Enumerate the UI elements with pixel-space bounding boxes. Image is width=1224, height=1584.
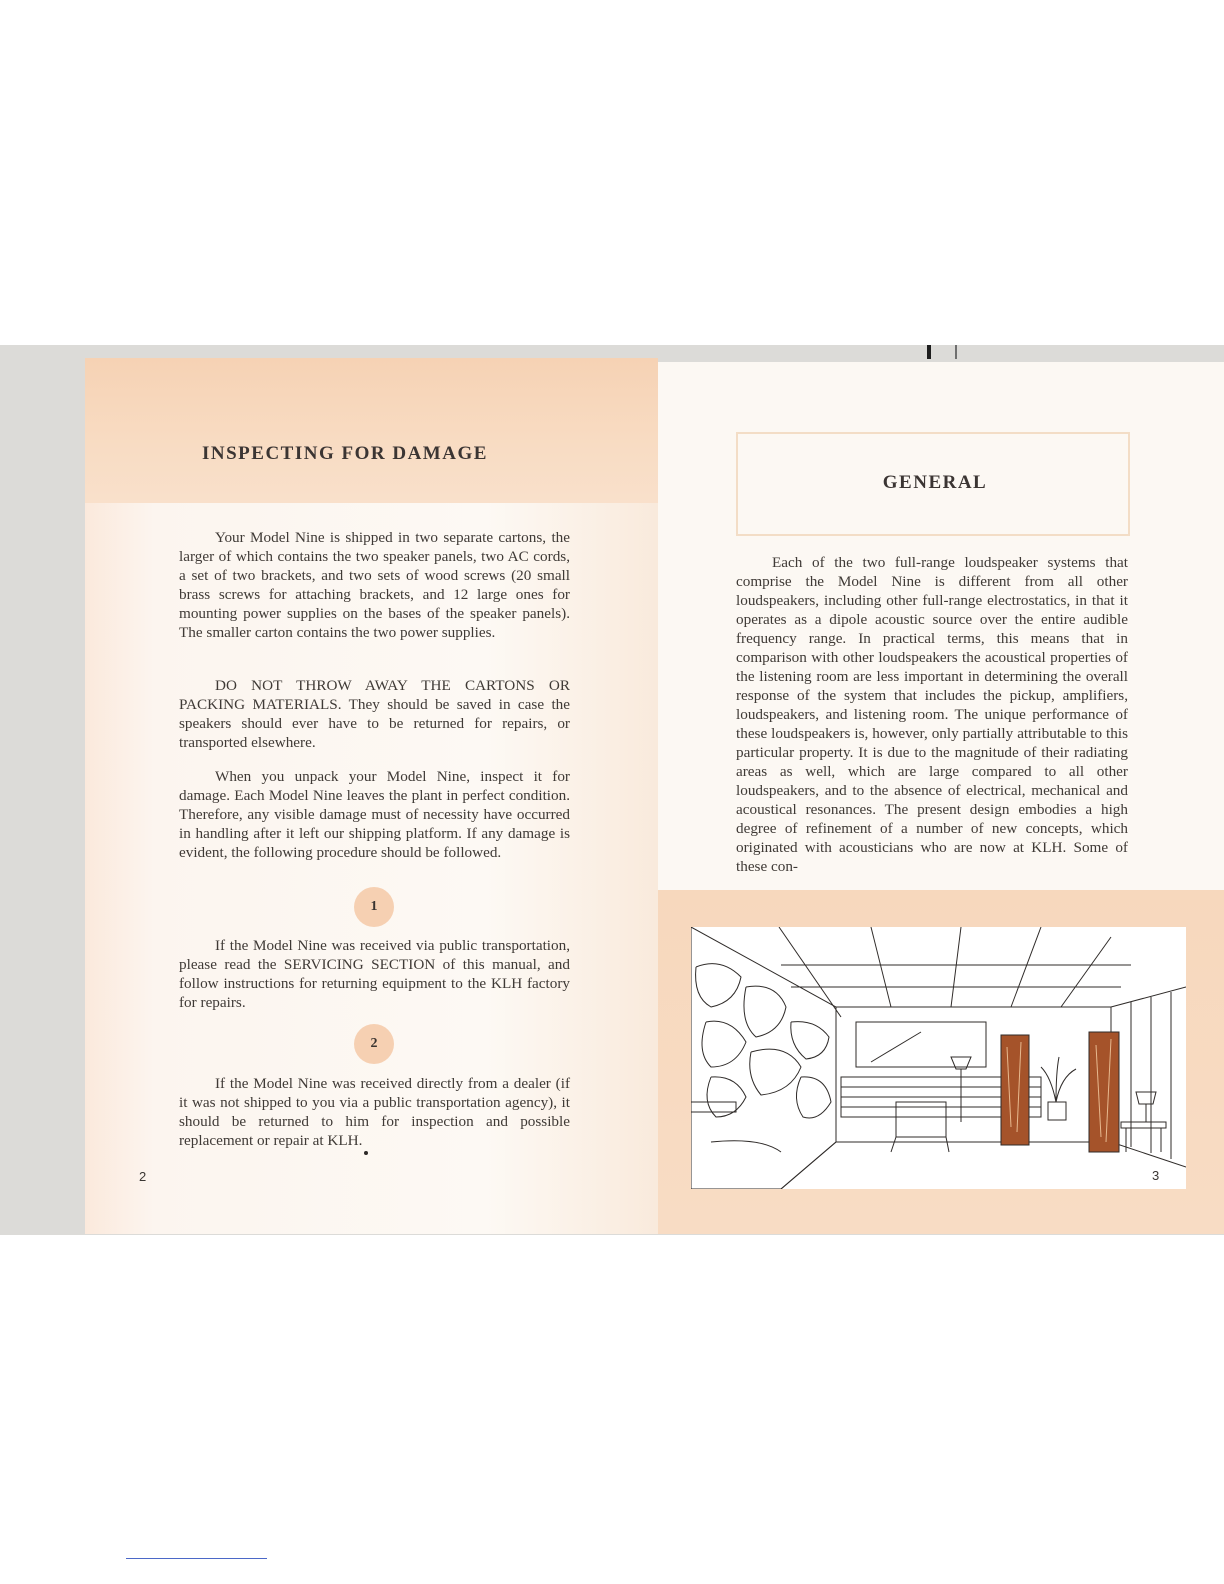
step-text: If the Model Nine was received directly from a dealer (if it was not shipped to you via a public transportation agency), it should be returned to him for inspection and possible replacement or repair at KLH. [179, 1075, 570, 1149]
room-drawing [691, 927, 1186, 1189]
gutter-mark [927, 345, 931, 359]
right-page [658, 362, 1224, 1234]
step-number-badge: 2 [354, 1024, 394, 1064]
room-illustration [691, 927, 1186, 1189]
page-number: 2 [139, 1169, 147, 1184]
general-paragraph: Each of the two full-range loudspeaker systems that comprise the Model Nine is different from all other loudspeakers, including other full-range electrostatics, in that it operates as a dipole acoustic source over the entire audible frequency range. In practical terms, this means that in comparison with other loudspeakers the acoustical properties of the listening room are less important in determining the overall response of the system that includes the pickup, amplifiers, loudspeakers, and listening room. The unique performance of these loudspeakers is, however, only partially attributable to this particular property. It is due to the magnitude of their radiating areas as well, which are large compared to all other loudspeakers, and to the absence of electrical, mechanical and acoustical resonances. The present design embodies a high degree of refinement of a number of new concepts, which originated with acousticians who are now at KLH. Some of these con- [736, 554, 1128, 875]
bullet-dot [364, 1151, 368, 1155]
step-number-badge: 1 [354, 887, 394, 927]
page-number: 3 [1152, 1168, 1160, 1183]
step-text: If the Model Nine was received via public transportation, please read the SERVICING SECTION of this manual, and follow instructions for returning equipment to the KLH factory for repairs. [179, 937, 570, 1011]
page-title: INSPECTING FOR DAMAGE [202, 443, 488, 464]
inspection-paragraph: When you unpack your Model Nine, inspect it for damage. Each Model Nine leaves the plant in perfect condition. Therefore, any visible damage must of necessity have occurred in handling after it left our shipping platform. If any damage is evident, the following procedure should be followed. [179, 768, 570, 861]
gutter-mark [955, 345, 957, 359]
left-page [85, 358, 658, 1234]
left-header-band [85, 358, 658, 503]
illustration-panel [658, 890, 1224, 1234]
title-box [736, 432, 1130, 536]
warning-paragraph: DO NOT THROW AWAY THE CARTONS OR PACKING MATERIALS. They should be saved in case the speakers should ever have to be returned for repairs, or transported elsewhere. [179, 677, 570, 751]
intro-paragraph: Your Model Nine is shipped in two separate cartons, the larger of which contains the two speaker panels, two AC cords, a set of two brackets, and two sets of wood screws (20 small brass screws for attaching brackets, and 12 large ones for mounting power supplies on the bases of the speaker panels). The smaller carton contains the two power supplies. [179, 529, 570, 641]
page-title: GENERAL [882, 472, 988, 493]
underline-mark [126, 1558, 267, 1559]
